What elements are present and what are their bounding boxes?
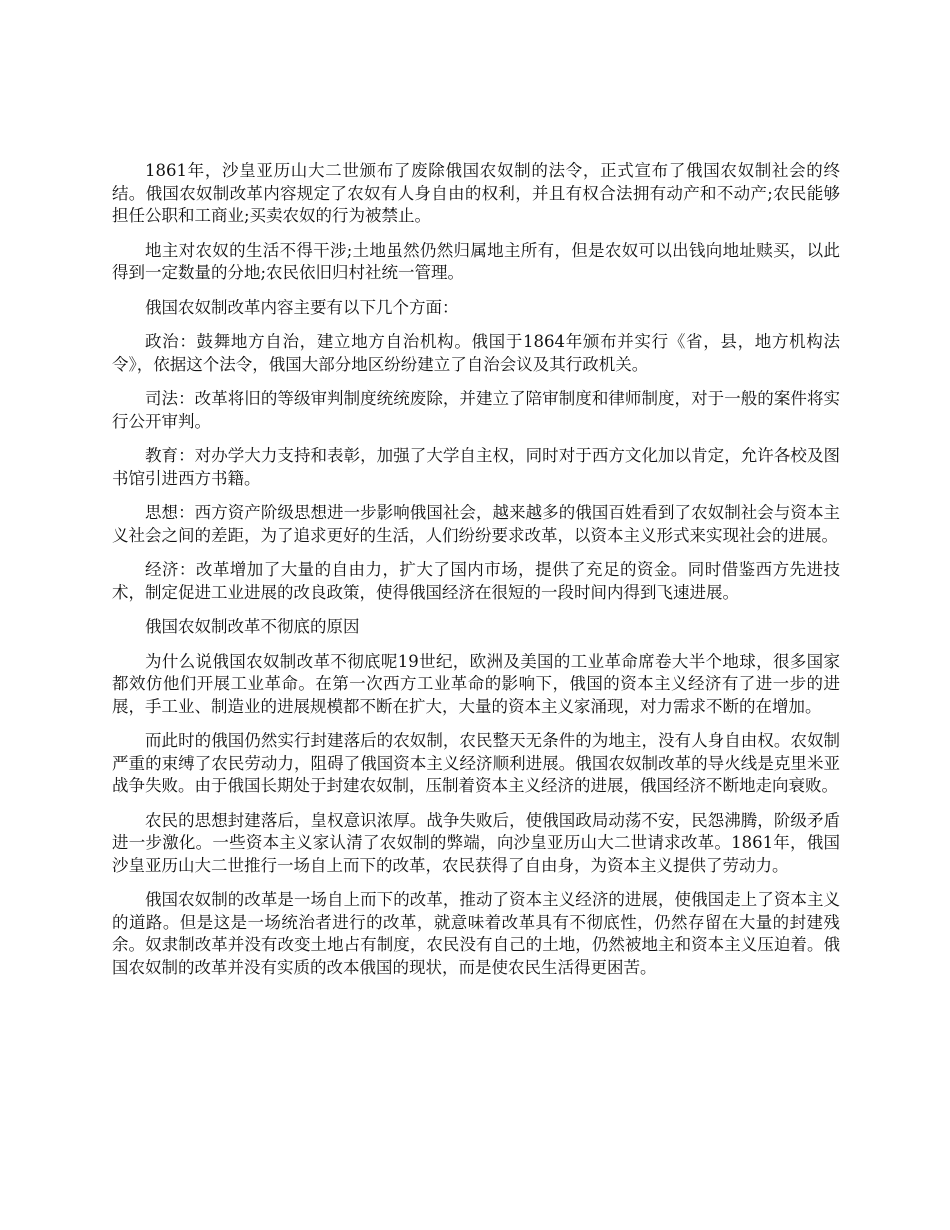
paragraph-11: 而此时的俄国仍然实行封建落后的农奴制，农民整天无条件的为地主，没有人身自由权。农奴制严重的束缚了农民劳动力，阻碍了俄国资本主义经济顺利进展。俄国农奴制改革的导火线是克里米亚战争失败。由于俄国长期处于封建农奴制，压制着资本主义经济的进展，俄国经济不断地走向衰败。 <box>112 731 840 795</box>
paragraph-10: 为什么说俄国农奴制改革不彻底呢19世纪，欧洲及美国的工业革命席卷大半个地球，很多国家都效仿他们开展工业革命。在第一次西方工业革命的影响下，俄国的资本主义经济有了进一步的进展，手工业、制造业的进展规模都不断在扩大，大量的资本主义家涌现，对力需求不断的在增加。 <box>112 651 840 716</box>
paragraph-8: 经济：改革增加了大量的自由力，扩大了国内市场，提供了充足的资金。同时借鉴西方先进技术，制定促进工业进展的改良政策，使得俄国经济在很短的一段时间内得到飞速进展。 <box>112 560 840 602</box>
section-heading: 俄国农奴制改革不彻底的原因 <box>145 617 360 636</box>
paragraph-2: 地主对农奴的生活不得干涉;土地虽然仍然归属地主所有，但是农奴可以出钱向地址赎买，以此得到一定数量的分地;农民依旧归村社统一管理。 <box>112 240 840 282</box>
paragraph-12: 农民的思想封建落后，皇权意识浓厚。战争失败后，使俄国政局动荡不安，民怨沸腾，阶级矛盾进一步激化。一些资本主义家认清了农奴制的弊端，向沙皇亚历山大二世请求改革。1861年，俄国沙皇亚历山大二世推行一场自上而下的改革，农民获得了自由身，为资本主义提供了劳动力。 <box>112 810 840 875</box>
paragraph-13: 俄国农奴制的改革是一场自上而下的改革，推动了资本主义经济的进展，使俄国走上了资本主义的道路。但是这是一场统治者进行的改革，就意味着改革具有不彻底性，仍然存留在大量的封建残余。奴隶制改革并没有改变土地占有制度，农民没有自己的土地，仍然被地主和资本主义压迫着。俄国农奴制的改革并没有实质的改本俄国的现状，而是使农民生活得更困苦。 <box>112 890 840 977</box>
paragraph-6: 教育：对办学大力支持和表彰，加强了大学自主权，同时对于西方文化加以肯定，允许各校及图书馆引进西方书籍。 <box>112 446 840 488</box>
paragraph-7: 思想：西方资产阶级思想进一步影响俄国社会，越来越多的俄国百姓看到了农奴制社会与资本主义社会之间的差距，为了追求更好的生活，人们纷纷要求改革，以资本主义形式来实现社会的进展。 <box>112 503 840 545</box>
paragraph-3: 俄国农奴制改革内容主要有以下几个方面： <box>145 297 459 317</box>
paragraph-4: 政治：鼓舞地方自治，建立地方自治机构。俄国于1864年颁布并实行《省，县，地方机构法令》，依据这个法令，俄国大部分地区纷纷建立了自治会议及其行政机关。 <box>112 332 840 374</box>
paragraph-5: 司法：改革将旧的等级审判制度统统废除，并建立了陪审制度和律师制度，对于一般的案件将实行公开审判。 <box>112 389 840 431</box>
document-body <box>112 160 840 991</box>
paragraph-1: 1861年，沙皇亚历山大二世颁布了废除俄国农奴制的法令，正式宣布了俄国农奴制社会的终结。俄国农奴制改革内容规定了农奴有人身自由的权利，并且有权合法拥有动产和不动产;农民能够担任公职和工商业;买卖农奴的行为被禁止。 <box>112 161 840 225</box>
